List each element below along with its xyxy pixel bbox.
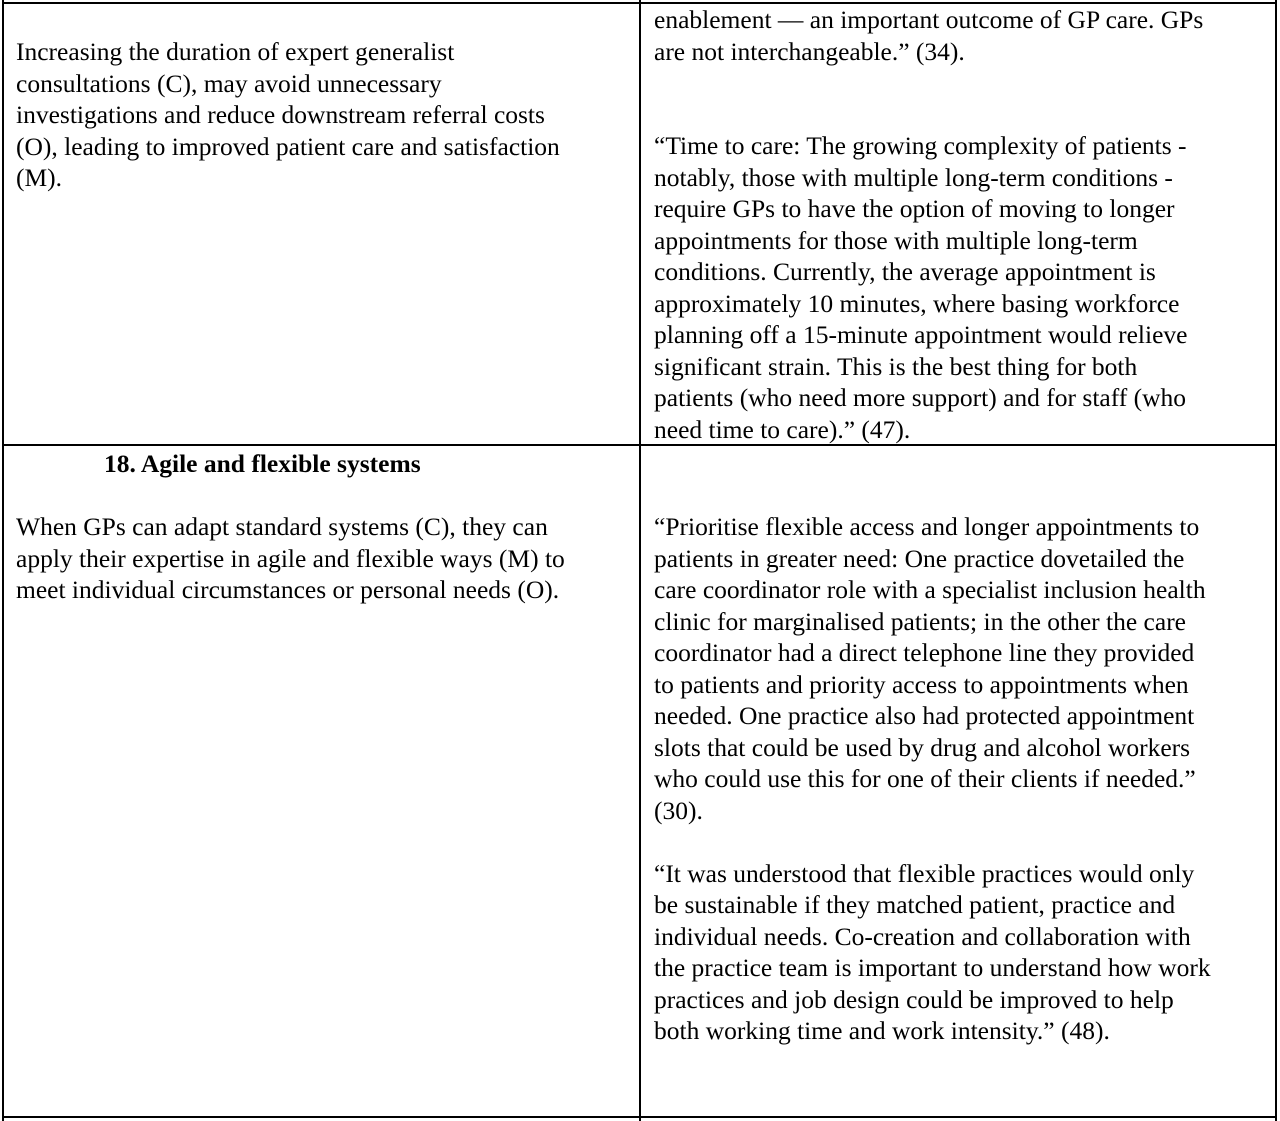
row-1-evidence-quote-2: “Time to care: The growing complexity of patients - notably, those with multiple long-term conditions - require GPs to have the option of moving to longer appointments for those with multiple long-term conditions. Currently, the average appointment is approximately 10 minutes, where basing workforce planning off a 15-minute appointment would relieve significant strain. This is the best thing for both patients (who need more support) and for staff (who need time to care).” (47). — [654, 131, 1188, 444]
table-border-left — [2, 0, 4, 1121]
row-2-context-cell — [16, 448, 636, 606]
row-1-context-text: Increasing the duration of expert generalist consultations (C), may avoid unnecessary investigations and reduce downstream referral costs (O), leading to improved patient care and satisfaction (M). — [16, 37, 560, 192]
row-2-context-text: When GPs can adapt standard systems (C), they can apply their expertise in agile and flexible ways (M) to meet individual circumstances or personal needs (O). — [16, 512, 565, 604]
row-2-evidence-quote-1: “Prioritise flexible access and longer appointments to patients in greater need: One practice dovetailed the care coordinator role with a specialist inclusion health clinic for marginalised patients; in the other the care coordinator had a direct telephone line they provided to patients and priority access to appointments when needed. One practice also had protected appointment slots that could be used by drug and alcohol workers who could use this for one of their clients if needed.” (30). — [654, 512, 1206, 825]
row-2-evidence-cell — [654, 511, 1274, 1047]
table-border-right — [1275, 0, 1277, 1121]
column-divider — [639, 0, 641, 1121]
row-1-evidence-quote-1: enablement — an important outcome of GP care. GPs are not interchangeable.” (34). — [654, 5, 1204, 66]
row-2-heading: 18. Agile and flexible systems — [104, 449, 421, 478]
row-1-context-cell — [16, 36, 636, 194]
row-1-evidence-cell — [654, 4, 1274, 445]
row-2-evidence-quote-2: “It was understood that flexible practices would only be sustainable if they matched patient, practice and individual needs. Co-creation and collaboration with the practice team is important to understand how work practices and job design could be improved to help both working time and work intensity.” (48). — [654, 858, 1211, 1045]
